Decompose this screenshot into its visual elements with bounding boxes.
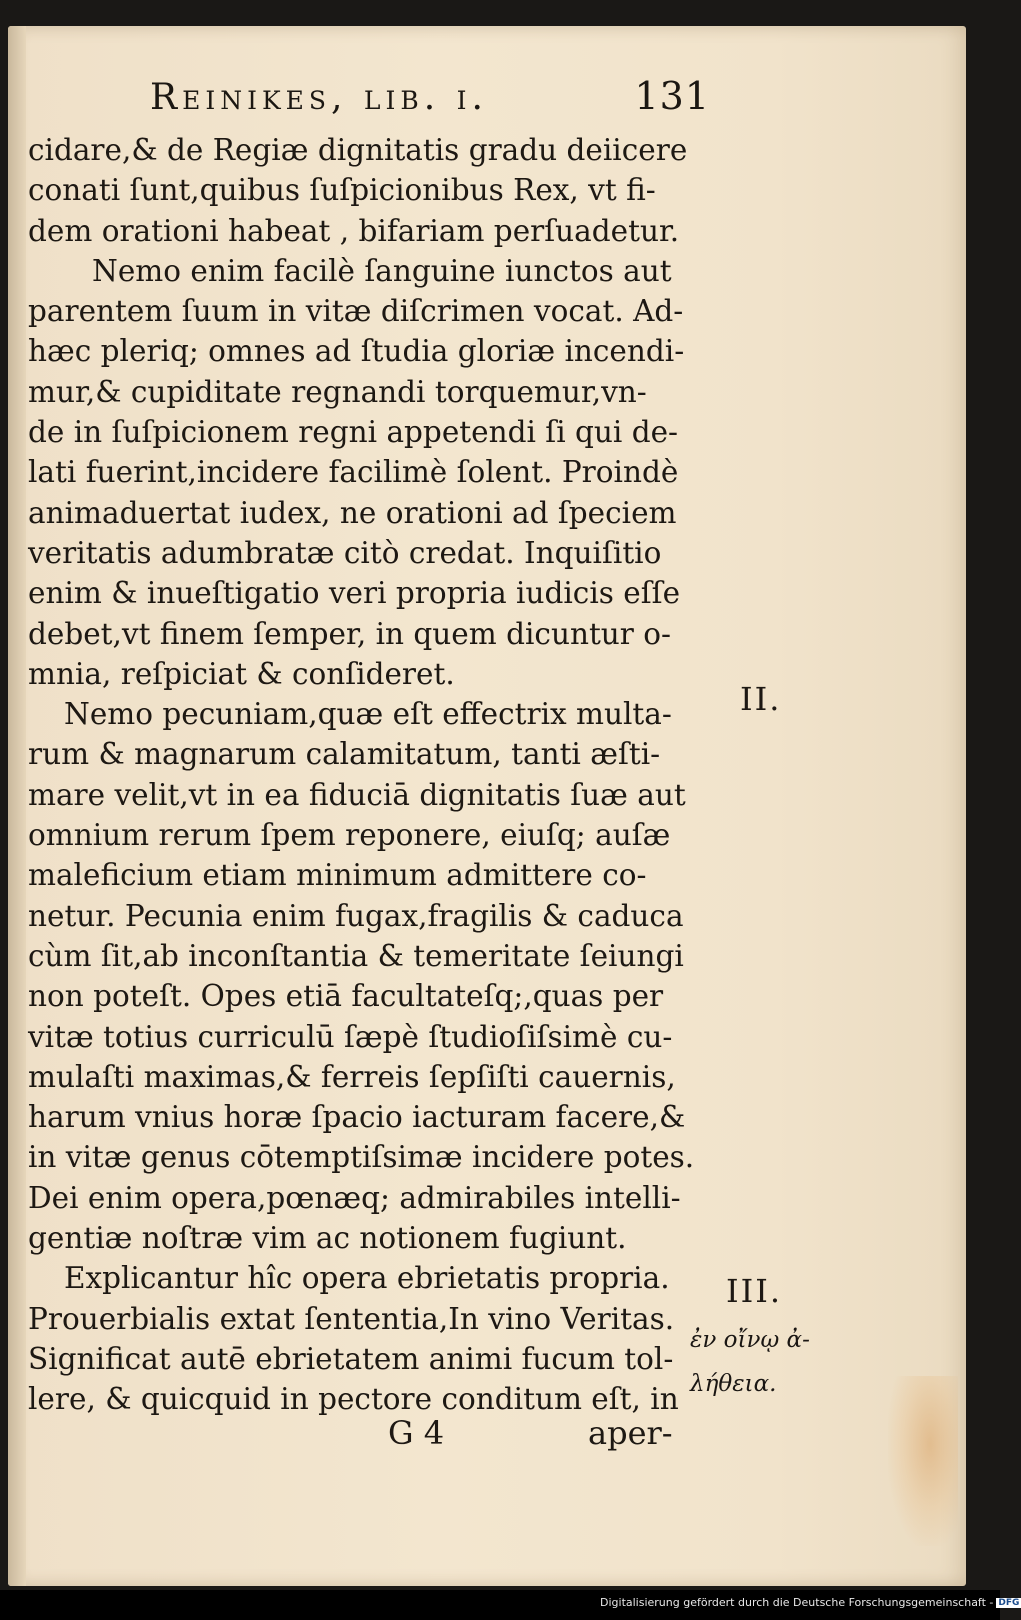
signature-mark: G 4 xyxy=(388,1414,445,1452)
text-line: Prouerbialis extat ſententia,In vino Veritas. xyxy=(28,1301,675,1336)
page-number: 131 xyxy=(634,74,710,118)
page-stain xyxy=(888,1376,958,1546)
text-line: conati ſunt,quibus ſuſpicionibus Rex, vt fi- xyxy=(28,173,656,208)
text-line: animaduertat iudex, ne orationi ad ſpeciem xyxy=(28,495,677,530)
body-text xyxy=(28,130,708,1420)
margin-note-iii: III. xyxy=(726,1272,783,1310)
text-line: mulaſti maximas,& ferreis ſepſiſti cauernis, xyxy=(28,1059,676,1094)
text-line: cidare,& de Regiæ dignitatis gradu deiicere xyxy=(28,133,688,167)
text-line: rum & magnarum calamitatum, tanti æſti- xyxy=(28,737,661,772)
text-line: debet,vt finem ſemper, in quem dicuntur o- xyxy=(28,616,672,651)
text-line: vitæ totius curriculū ſæpè ſtudioſiſsimè cu- xyxy=(28,1019,673,1054)
text-line: omnium rerum ſpem reponere, eiuſq; auſæ xyxy=(28,818,671,853)
text-line: non poteſt. Opes etiā facultateſq;,quas per xyxy=(28,979,664,1014)
text-line: mur,& cupiditate regnandi torquemur,vn- xyxy=(28,374,647,409)
text-line: netur. Pecunia enim fugax,fragilis & caduca xyxy=(28,898,684,933)
running-title: Reinikes, lib. i. xyxy=(150,77,488,118)
greek-line: λήθεια. xyxy=(690,1371,777,1397)
greek-line: ἐν οἴνῳ ἀ- xyxy=(690,1327,810,1353)
text-line: Nemo pecuniam,quæ eſt effectrix multa- xyxy=(64,697,672,732)
catchword: aper- xyxy=(588,1414,673,1452)
text-line: Dei enim opera,pœnæq; admirabiles intelli- xyxy=(28,1180,681,1215)
text-line: gentiæ noſtræ vim ac notionem fugiunt. xyxy=(28,1221,627,1256)
page-header xyxy=(150,74,710,124)
text-line: hæc pleriq; omnes ad ſtudia gloriæ incendi- xyxy=(28,334,685,369)
dfg-logo: DFG xyxy=(998,1598,1020,1608)
text-line: veritatis adumbratæ citò credat. Inquiſitio xyxy=(28,535,662,570)
text-line: maleficium etiam minimum admittere co- xyxy=(28,858,647,893)
text-line: lere, & quicquid in pectore conditum eſt, in xyxy=(28,1382,679,1417)
text-line: parentem ſuum in vitæ diſcrimen vocat. Ad- xyxy=(28,294,684,329)
greek-margin-note xyxy=(690,1318,810,1406)
text-line: lati fuerint,incidere facilimè ſolent. Proindè xyxy=(28,455,679,490)
footer-credit xyxy=(600,1596,1021,1609)
text-line: Explicantur hîc opera ebrietatis propria. xyxy=(64,1261,670,1296)
text-line: mnia, reſpiciat & conſideret. xyxy=(28,656,455,691)
text-line: harum vnius horæ ſpacio iacturam facere,& xyxy=(28,1100,686,1135)
footer-text: Digitalisierung gefördert durch die Deutsche Forschungsgemeinschaft - xyxy=(600,1596,994,1609)
text-line: dem orationi habeat , bifariam perſuadetur. xyxy=(28,213,680,248)
text-line: enim & inueſtigatio veri propria iudicis eſſe xyxy=(28,576,681,611)
text-line: in vitæ genus cōtemptiſsimæ incidere potes. xyxy=(28,1140,695,1175)
page-edge xyxy=(8,26,26,1586)
text-line: de in ſuſpicionem regni appetendi ſi qui de- xyxy=(28,415,679,450)
margin-note-ii: II. xyxy=(740,680,782,718)
text-line: Nemo enim facilè ſanguine iunctos aut xyxy=(92,253,672,288)
text-line: Significat autē ebrietatem animi fucum tol- xyxy=(28,1341,674,1376)
text-line: cùm ſit,ab inconſtantia & temeritate ſeiungi xyxy=(28,938,684,973)
text-line: mare velit,vt in ea fiduciā dignitatis ſuæ aut xyxy=(28,777,686,812)
